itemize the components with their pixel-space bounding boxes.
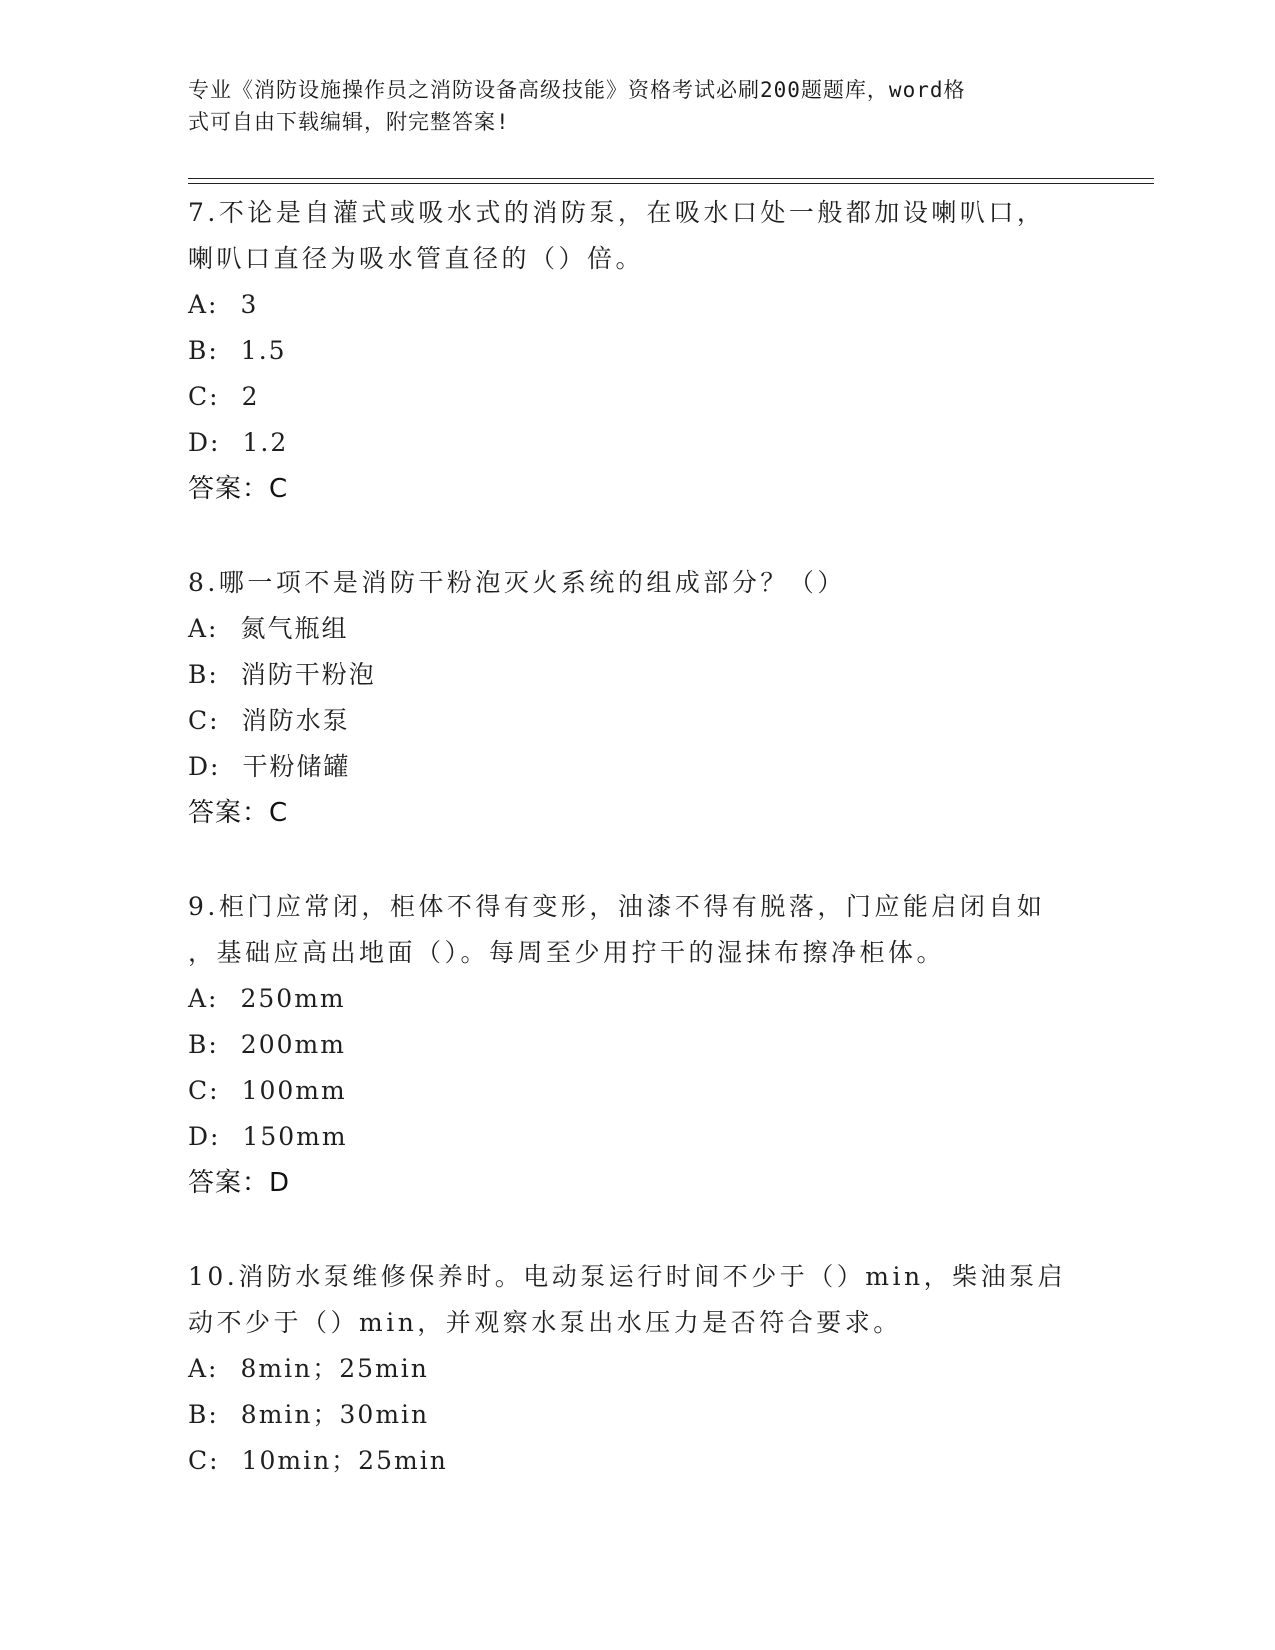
option-text: 200mm — [240, 1030, 346, 1059]
option-c — [188, 698, 1088, 744]
option-text: 100mm — [241, 1076, 347, 1105]
option-key: D: — [188, 752, 221, 781]
option-key: D: — [188, 428, 221, 457]
option-c — [188, 1438, 1088, 1484]
question-stem-line: 喇叭口直径为吸水管直径的（）倍。 — [188, 244, 645, 273]
answer-line: 答案：D — [188, 1168, 291, 1198]
option-key: A: — [188, 984, 219, 1013]
header-line-1: 专业《消防设施操作员之消防设备高级技能》资格考试必刷200题题库，word格 — [188, 78, 966, 102]
option-text: 消防水泵 — [241, 706, 350, 735]
option-text: 1.2 — [242, 428, 289, 457]
question-10 — [188, 1250, 1088, 1484]
option-key: D: — [188, 1122, 221, 1151]
option-key: B: — [188, 1400, 219, 1429]
option-c — [188, 374, 1088, 420]
question-stem-line: ，基础应高出地面（）。每周至少用拧干的湿抹布擦净柜体。 — [188, 938, 946, 967]
option-a — [188, 282, 1088, 328]
option-d — [188, 420, 1088, 466]
option-key: C: — [188, 1446, 220, 1475]
answer-line: 答案：C — [188, 798, 289, 828]
option-text: 干粉储罐 — [242, 752, 351, 781]
option-b — [188, 328, 1088, 374]
option-text: 1.5 — [240, 336, 287, 365]
question-8 — [188, 556, 1088, 836]
question-stem — [188, 556, 1088, 606]
option-text: 8min；25min — [240, 1354, 429, 1383]
answer-line: 答案：C — [188, 474, 289, 504]
header-line-2: 式可自由下载编辑，附完整答案! — [188, 110, 510, 134]
option-text: 2 — [241, 382, 260, 411]
option-text: 氮气瓶组 — [240, 614, 349, 643]
question-stem-line: 10.消防水泵维修保养时。电动泵运行时间不少于（）min，柴油泵启 — [188, 1262, 1067, 1291]
option-key: A: — [188, 290, 219, 319]
header-divider-top — [188, 178, 1154, 179]
option-text: 消防干粉泡 — [240, 660, 376, 689]
question-stem — [188, 1250, 1088, 1346]
question-stem — [188, 880, 1088, 976]
option-key: A: — [188, 1354, 219, 1383]
option-key: A: — [188, 614, 219, 643]
question-stem-line: 8.哪一项不是消防干粉泡灭火系统的组成部分？（） — [188, 568, 846, 597]
option-text: 10min；25min — [241, 1446, 448, 1475]
option-key: C: — [188, 1076, 220, 1105]
document-header — [188, 74, 1068, 138]
option-key: B: — [188, 660, 219, 689]
option-text: 250mm — [240, 984, 346, 1013]
option-a — [188, 1346, 1088, 1392]
option-d — [188, 1114, 1088, 1160]
question-list — [188, 186, 1088, 1528]
option-text: 8min；30min — [240, 1400, 430, 1429]
question-9 — [188, 880, 1088, 1206]
option-c — [188, 1068, 1088, 1114]
option-d — [188, 744, 1088, 790]
option-key: C: — [188, 706, 220, 735]
question-stem — [188, 186, 1088, 282]
question-stem-line: 7.不论是自灌式或吸水式的消防泵，在吸水口处一般都加设喇叭口， — [188, 198, 1046, 227]
question-stem-line: 9.柜门应常闭，柜体不得有变形，油漆不得有脱落，门应能启闭自如 — [188, 892, 1046, 921]
question-7 — [188, 186, 1088, 512]
option-b — [188, 1392, 1088, 1438]
question-stem-line: 动不少于（）min，并观察水泵出水压力是否符合要求。 — [188, 1308, 902, 1337]
header-divider-bottom — [188, 183, 1154, 184]
option-b — [188, 1022, 1088, 1068]
option-text: 3 — [240, 290, 259, 319]
option-b — [188, 652, 1088, 698]
option-text: 150mm — [242, 1122, 348, 1151]
option-a — [188, 606, 1088, 652]
option-key: B: — [188, 336, 219, 365]
option-a — [188, 976, 1088, 1022]
option-key: B: — [188, 1030, 219, 1059]
option-key: C: — [188, 382, 220, 411]
